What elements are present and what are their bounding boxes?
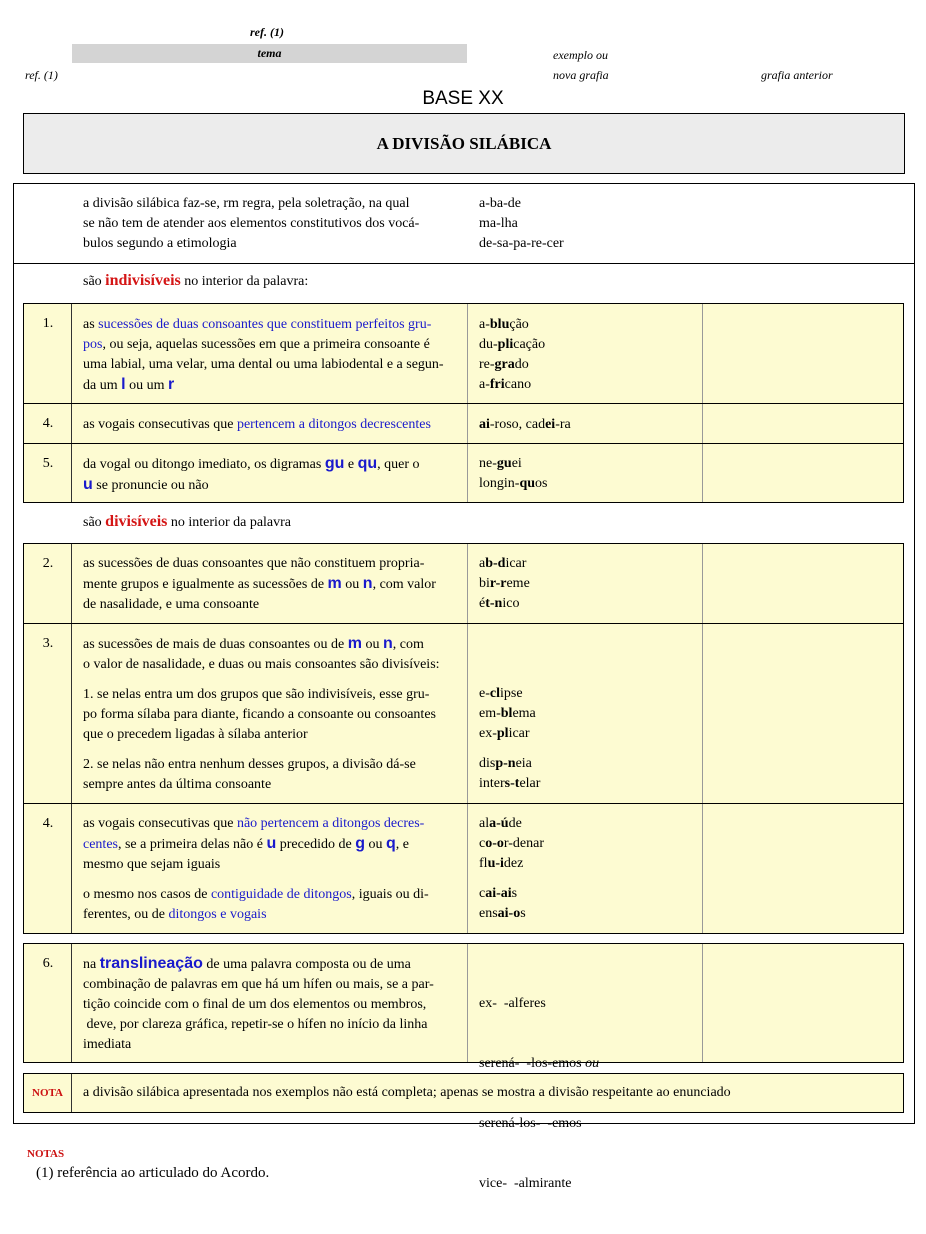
row-text: as vogais consecutivas que não pertencem a ditongos decres- centes, se a primeira delas não é u precedido de g ou q, e mesmo que sejam iguais o mesmo nos casos de contiguidade de ditongos, iguais ou di- ferentes, ou de ditongos e vogais bbox=[83, 816, 429, 922]
row-text: da vogal ou ditongo imediato, os digramas gu e qu, quer o u se pronuncie ou não bbox=[83, 455, 420, 493]
row-examples: e-clipse em-blema ex-plicar disp-neia inters-telar bbox=[479, 686, 541, 791]
footer-note: (1) referência ao articulado do Acordo. bbox=[36, 1165, 270, 1181]
indivisiveis-heading: são indivisíveis no interior da palavra: bbox=[83, 272, 309, 289]
intro-text: a divisão silábica faz-se, rm regra, pela soletração, na qual se não tem de atender aos elementos constitutivos dos vocá- bulos segundo a etimologia bbox=[83, 196, 420, 251]
row-text: as vogais consecutivas que pertencem a ditongos decrescentes bbox=[83, 417, 431, 432]
row-examples: ala-úde co-or-denar flu-idez cai-ais ensai-os bbox=[479, 816, 545, 921]
row-number: 4. bbox=[42, 416, 54, 431]
divisiveis-table bbox=[23, 543, 904, 934]
row-number: 5. bbox=[42, 456, 54, 471]
nota-text: a divisão silábica apresentada nos exemplos não está completa; apenas se mostra a divisão respeitante ao enunciado bbox=[83, 1085, 731, 1100]
divisiveis-heading: são divisíveis no interior da palavra bbox=[83, 513, 292, 530]
row-examples: ab-dicar bir-reme ét-nico bbox=[479, 556, 530, 611]
row-examples: ne-guei longin-quos bbox=[479, 456, 548, 491]
row-text: as sucessões de duas consoantes que constituem perfeitos gru- pos, ou seja, aquelas sucessões em que a primeira consoante é uma labial, uma velar, uma dental ou uma labiodental e a segun- da um l ou um r bbox=[83, 317, 444, 393]
nota-label: NOTA bbox=[32, 1087, 63, 1099]
nova-grafia-label: nova grafia bbox=[553, 68, 609, 82]
row-text: as sucessões de mais de duas consoantes ou de m ou n, com o valor de nasalidade, e duas ou mais consoantes são divisíveis: 1. se nelas entra um dos grupos que são indivisíveis, esse gru- po forma sílaba para diante, ficando a consoante ou consoantes que o precedem ligadas à sílaba anterior 2. se nelas não entra nenhum desses grupos, a divisão dá-se sempre antes da última consoante bbox=[83, 635, 440, 792]
row-number: 1. bbox=[42, 316, 54, 331]
intro-examples: a-ba-de ma-lha de-sa-pa-re-cer bbox=[479, 196, 564, 251]
footer-label: NOTAS bbox=[27, 1148, 65, 1160]
row-examples: ex- -alferes serená- -los-emos ou serená-los- -emos vice- -almirante bbox=[479, 996, 600, 1191]
row-number: 2. bbox=[42, 556, 54, 571]
exemplo-label: exemplo ou bbox=[553, 48, 608, 62]
base-title: BASE XX bbox=[422, 88, 504, 109]
row-examples: a-blução du-plicação re-grado a-fricano bbox=[479, 317, 546, 392]
intro-divider bbox=[14, 263, 914, 264]
tema-label: tema bbox=[72, 44, 467, 63]
indivisiveis-table bbox=[23, 303, 904, 503]
row-examples: ai-roso, cadei-ra bbox=[479, 417, 571, 432]
section-title: A DIVISÃO SILÁBICA bbox=[23, 113, 905, 174]
grafia-anterior-label: grafia anterior bbox=[761, 68, 833, 82]
row-text: na translineação de uma palavra composta ou de uma combinação de palavras em que há um hífen ou mais, se a par- tição coincide com o final de um dos elementos ou membros, deve, por clareza gráfica, repetir-se o hífen no início da linha imediata bbox=[83, 955, 434, 1052]
row-number: 3. bbox=[42, 636, 54, 651]
nota-box bbox=[23, 1073, 904, 1113]
row-text: as sucessões de duas consoantes que não constituem propria- mente grupos e igualmente as sucessões de m ou n, com valor de nasalidade, e uma consoante bbox=[83, 556, 436, 612]
ref-left-label: ref. (1) bbox=[25, 68, 58, 82]
ref-top-label: ref. (1) bbox=[250, 25, 284, 39]
row-number: 6. bbox=[42, 956, 54, 971]
row-number: 4. bbox=[42, 816, 54, 831]
